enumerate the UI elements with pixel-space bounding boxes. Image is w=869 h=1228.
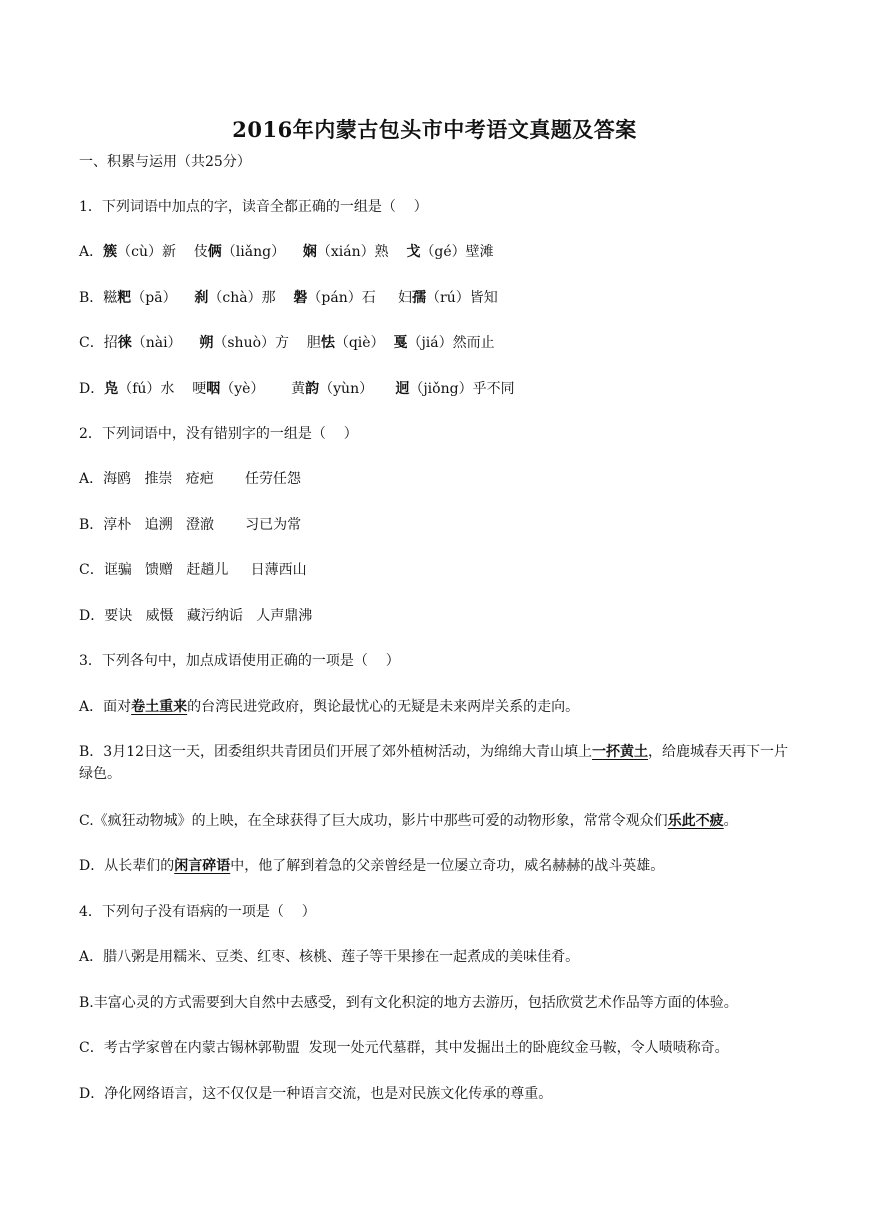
text-segment: C.《疯狂动物城》的上映，在全球获得了巨大成功，影片中那些可爱的动物形象，常常令观众们 xyxy=(79,813,668,829)
text-segment: A． xyxy=(79,244,104,260)
text-segment: （shuò）方 胆 xyxy=(213,335,321,351)
question-3-option-b xyxy=(79,741,794,785)
question-3-stem: 3．下列各句中，加点成语使用正确的一项是（ ） xyxy=(79,653,400,669)
question-2-stem: 2．下列词语中，没有错别字的一组是（ ） xyxy=(79,426,358,442)
question-1-option-a xyxy=(79,241,794,263)
marked-idiom: 闲言碎语 xyxy=(174,858,231,874)
question-2-option-c: C．诓骗 馈赠 赶趟儿 日薄西山 xyxy=(79,562,307,578)
text-segment: （jiá）然而止 xyxy=(407,335,495,351)
dotted-character: 簇 xyxy=(103,244,118,260)
question-2-option-b: B．淳朴 追溯 澄澈 习已为常 xyxy=(79,517,302,533)
text-segment: （nài） xyxy=(131,335,200,351)
dotted-character: 迥 xyxy=(395,381,410,397)
dotted-character: 徕 xyxy=(117,335,132,351)
text-segment: （chà）那 xyxy=(208,290,294,306)
text-segment: 。 xyxy=(723,813,738,829)
text-segment: B．糍 xyxy=(79,290,118,306)
dotted-character: 娴 xyxy=(302,244,317,260)
marked-idiom: 一抔黄土 xyxy=(592,744,649,760)
question-4-option-b: B.丰富心灵的方式需要到大自然中去感受，到有文化积淀的地方去游历，包括欣赏艺术作品等方面的体验。 xyxy=(79,995,738,1011)
question-1-stem: 1．下列词语中加点的字，读音全都正确的一组是（ ） xyxy=(79,199,428,215)
question-1-option-b xyxy=(79,287,794,309)
dotted-character: 孺 xyxy=(412,290,426,306)
question-4-option-d: D．净化网络语言，这不仅仅是一种语言交流，也是对民族文化传承的尊重。 xyxy=(79,1086,553,1102)
question-1-option-d xyxy=(79,378,794,400)
question-4-stem: 4．下列句子没有语病的一项是（ ） xyxy=(79,904,316,920)
question-3-option-d xyxy=(79,855,794,877)
text-segment: （cù）新 伎 xyxy=(117,244,208,260)
dotted-character: 朔 xyxy=(199,335,214,351)
text-segment: 的台湾民进党政府，舆论最忧心的无疑是未来两岸关系的走向。 xyxy=(187,699,580,715)
dotted-character: 戛 xyxy=(393,335,408,351)
text-segment: （yè） 黄 xyxy=(220,381,306,397)
text-segment: （pán）石 妇 xyxy=(307,290,412,306)
text-segment: （fú）水 哽 xyxy=(118,381,207,397)
dotted-character: 刹 xyxy=(194,290,209,306)
question-3-option-c xyxy=(79,810,794,832)
dotted-character: 咽 xyxy=(206,381,221,397)
marked-idiom: 乐此不疲 xyxy=(667,813,724,829)
dotted-character: 磐 xyxy=(293,290,308,306)
dotted-character: 怯 xyxy=(320,335,335,351)
text-segment: （rú）皆知 xyxy=(426,290,498,306)
text-segment: （yùn） xyxy=(319,381,396,397)
text-segment: （xián）熟 xyxy=(316,244,407,260)
text-segment: B．3月12日这一天，团委组织共青团员们开展了郊外植树活动，为绵绵大青山填上 xyxy=(79,744,593,760)
text-segment: D．从长辈们的 xyxy=(79,858,175,874)
marked-idiom: 卷土重来 xyxy=(131,699,188,715)
text-segment: C．招 xyxy=(79,335,118,351)
question-4-option-a: A．腊八粥是用糯米、豆类、红枣、核桃、莲子等干果掺在一起煮成的美味佳肴。 xyxy=(79,949,580,965)
text-segment: （pā） xyxy=(131,290,195,306)
text-segment: （jiǒng）乎不同 xyxy=(409,381,515,397)
text-segment: （gé）壁滩 xyxy=(420,244,494,260)
text-segment: （qiè） xyxy=(334,335,394,351)
text-segment: 中，他了解到着急的父亲曾经是一位屡立奇功，威名赫赫的战斗英雄。 xyxy=(230,858,665,874)
dotted-character: 戈 xyxy=(406,244,421,260)
question-4-option-c: C．考古学家曾在内蒙古锡林郭勒盟 发现一处元代墓群，其中发掘出土的卧鹿纹金马鞍，令人啧啧称奇。 xyxy=(79,1040,729,1056)
dotted-character: 韵 xyxy=(305,381,320,397)
question-1-option-c xyxy=(79,332,794,354)
text-segment: A．面对 xyxy=(79,699,132,715)
page-title: 2016年内蒙古包头市中考语文真题及答案 xyxy=(232,117,637,142)
text-segment: （liǎng） xyxy=(221,244,303,260)
question-2-option-d: D．要诀 威慑 藏污纳诟 人声鼎沸 xyxy=(79,608,313,624)
dotted-character: 粑 xyxy=(117,290,132,306)
section-heading: 一、积累与运用（共25分） xyxy=(79,154,251,170)
text-segment: D． xyxy=(79,381,105,397)
dotted-character: 凫 xyxy=(104,381,119,397)
dotted-character: 俩 xyxy=(207,244,222,260)
question-3-option-a xyxy=(79,696,794,718)
question-2-option-a: A．海鸥 推崇 疮疤 任劳任怨 xyxy=(79,471,301,487)
text-segment: ，给鹿城春天再下一片绿色。 xyxy=(79,744,789,782)
